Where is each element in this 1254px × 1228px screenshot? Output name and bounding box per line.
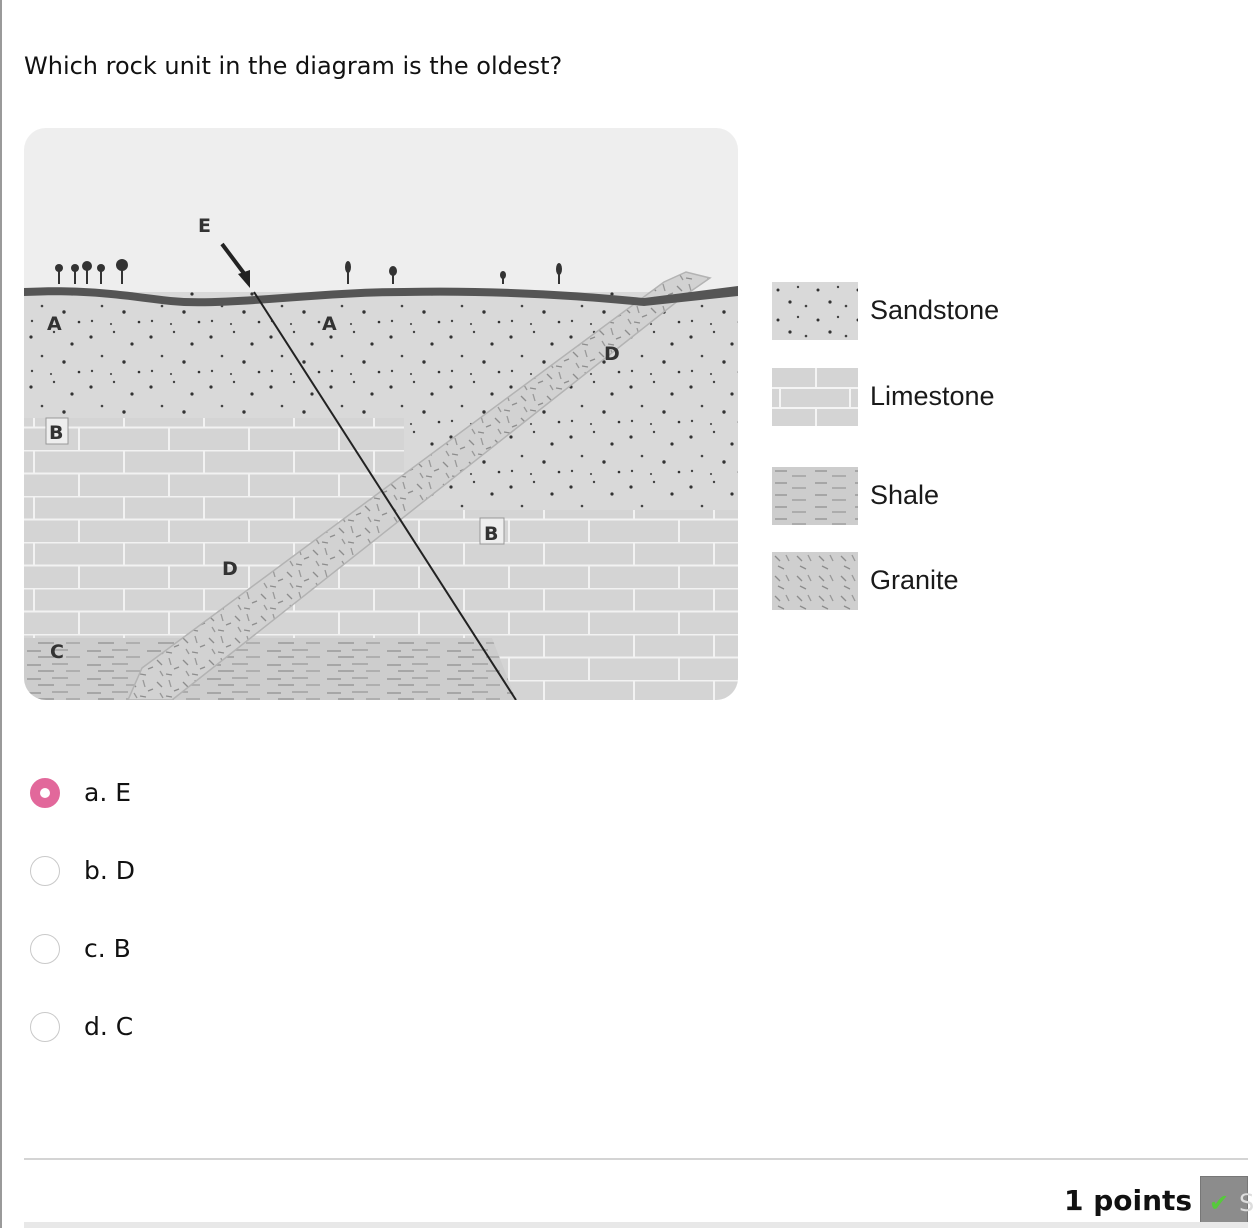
label-c: C (50, 641, 64, 663)
label-e: E (198, 215, 211, 237)
label-d-lower: D (222, 558, 238, 580)
save-button[interactable] (1200, 1176, 1254, 1228)
legend-label-limestone: Limestone (870, 381, 995, 411)
rock-legend (772, 282, 1072, 622)
legend-label-sandstone: Sandstone (870, 295, 1000, 325)
radio-selected-icon[interactable] (30, 778, 60, 808)
geologic-cross-section (24, 128, 738, 700)
sandstone-swatch (772, 282, 858, 340)
option-a[interactable] (28, 770, 428, 820)
points-label: 1 points (1064, 1184, 1193, 1217)
bottom-edge (24, 1222, 1248, 1228)
option-b-label: b. D (84, 856, 136, 885)
label-d-upper: D (604, 343, 620, 365)
legend-item-shale (772, 467, 1072, 525)
footer-divider (24, 1158, 1248, 1160)
label-b-right: B (484, 523, 499, 545)
check-icon: ✔ (1209, 1189, 1230, 1217)
label-a-mid: A (322, 313, 337, 335)
option-c-label: c. B (84, 934, 131, 963)
granite-swatch (772, 552, 858, 610)
option-b[interactable] (28, 848, 428, 898)
shale-layer (24, 638, 516, 700)
legend-item-granite (772, 552, 1072, 610)
label-a-left: A (47, 313, 62, 335)
radio-icon[interactable] (30, 934, 60, 964)
label-b-left: B (49, 422, 64, 444)
option-c[interactable] (28, 926, 428, 976)
shale-swatch (772, 467, 858, 525)
save-button-letter: S (1239, 1189, 1254, 1217)
legend-item-sandstone (772, 282, 1072, 340)
legend-label-shale: Shale (870, 480, 940, 510)
legend-label-granite: Granite (870, 565, 959, 595)
option-a-label: a. E (84, 778, 132, 807)
cross-section-svg (24, 128, 738, 700)
radio-icon[interactable] (30, 1012, 60, 1042)
question-text: Which rock unit in the diagram is the oldest? (24, 52, 563, 80)
left-border (0, 0, 2, 1228)
legend-item-limestone (772, 368, 1072, 426)
option-d-label: d. C (84, 1012, 134, 1041)
radio-icon[interactable] (30, 856, 60, 886)
limestone-swatch (772, 368, 858, 426)
option-d[interactable] (28, 1004, 428, 1054)
